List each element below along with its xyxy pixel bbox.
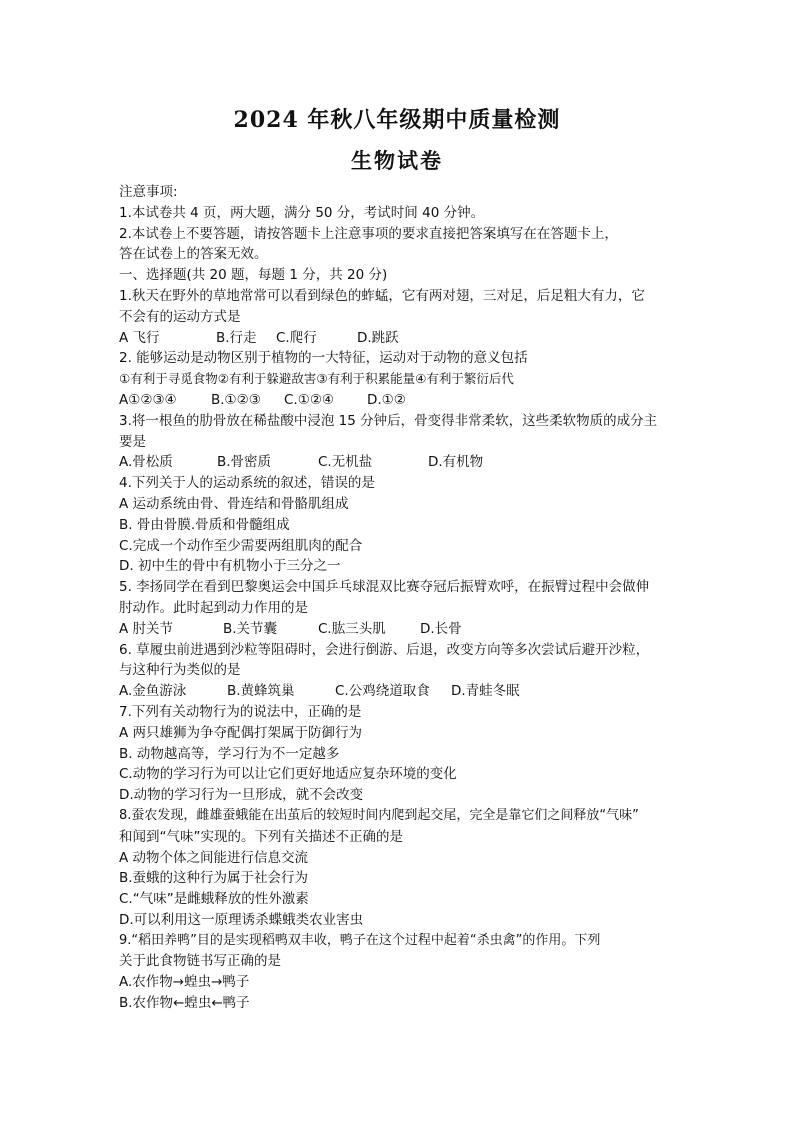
option-b: B.行走 — [216, 329, 257, 346]
question-options — [119, 619, 679, 640]
option-d: D.跳跃 — [357, 329, 399, 346]
option-c: C.公鸡绕道取食 — [335, 683, 430, 700]
option-d: D.可以利用这一原理诱杀蝶蛾类农业害虫 — [119, 911, 364, 928]
option-a: A 两只雄狮为争夺配偶打架属于防御行为 — [119, 724, 363, 741]
question-stem: 8.蚕农发现，雌雄蚕蛾能在出茧后的较短时间内爬到起交尾，完全是靠它们之间释放“气味” — [119, 807, 639, 823]
question-stem: 关于此食物链书写正确的是 — [119, 953, 281, 970]
question-stem: ①有利于寻觅食物②有利于躲避敌害③有利于积累能量④有利于繁衍后代 — [119, 371, 514, 387]
option-b: B. 动物越高等，学习行为不一定越多 — [119, 745, 340, 762]
question-stem: 3.将一根鱼的肋骨放在稀盐酸中浸泡 15 分钟后，骨变得非常柔软，这些柔软物质的成分主 — [119, 412, 658, 429]
notice-item: 1.本试卷共 4 页，两大题，满分 50 分，考试时间 40 分钟。 — [119, 204, 485, 221]
question-options — [119, 452, 679, 473]
question-options — [119, 681, 679, 702]
option-a: A 动物个体之间能进行信息交流 — [119, 849, 309, 866]
question-stem: 要是 — [119, 433, 146, 450]
option-c: C.完成一个动作至少需要两组肌肉的配合 — [119, 537, 363, 554]
option-a: A.农作物→蝗虫→鸭子 — [119, 974, 250, 991]
question-options — [119, 328, 679, 349]
question-stem: 4.下列关于人的运动系统的叙述，错误的是 — [119, 475, 375, 492]
option-a: A①②③④ — [119, 391, 177, 408]
option-b: B.骨密质 — [217, 454, 272, 471]
question-stem: 5. 李扬同学在看到巴黎奥运会中国乒乓球混双比赛夺冠后振臂欢呼，在振臂过程中会做伸 — [119, 579, 650, 596]
question-stem: 1.秋天在野外的草地常常可以看到绿色的蚱蜢，它有两对翅，三对足，后足粗大有力，它 — [119, 287, 645, 304]
option-b: B.黄蜂筑巢 — [227, 683, 295, 700]
option-c: C.动物的学习行为可以让它们更好地适应复杂环境的变化 — [119, 766, 457, 783]
option-c: C.爬行 — [276, 329, 317, 346]
option-b: B.①②③ — [211, 391, 261, 408]
option-d: D.青蛙冬眠 — [451, 683, 520, 700]
option-a: A 飞行 — [119, 329, 160, 346]
option-a: A.金鱼游泳 — [119, 683, 187, 700]
option-b: B.蚕蛾的这种行为属于社会行为 — [119, 870, 309, 887]
option-c: C.“气味”是雌蛾释放的性外激素 — [119, 891, 309, 908]
option-a: A 运动系统由骨、骨连结和骨骼肌组成 — [119, 495, 349, 512]
question-stem: 与这种行为类似的是 — [119, 662, 241, 679]
option-d: D. 初中生的骨中有机物小于三分之一 — [119, 558, 341, 575]
option-a: A 肘关节 — [119, 620, 174, 637]
question-stem: 不会有的运动方式是 — [119, 308, 241, 325]
option-b: B.关节囊 — [223, 620, 278, 637]
exam-content — [119, 182, 679, 1014]
option-c: C.肱三头肌 — [318, 620, 386, 637]
question-stem: 7.下列有关动物行为的说法中，正确的是 — [119, 703, 362, 720]
option-a: A.骨松质 — [119, 454, 173, 471]
option-d: D.长骨 — [420, 620, 462, 637]
notice-item: 答在试卷上的答案无效。 — [119, 246, 268, 263]
option-c: C.无机盐 — [318, 454, 373, 471]
option-b: B. 骨由骨膜.骨质和骨髓组成 — [119, 516, 290, 533]
page-title: 2024 年秋八年级期中质量检测 — [233, 107, 561, 133]
notice-item: 2.本试卷上不要答题，请按答题卡上注意事项的要求直接把答案填写在在答题卡上， — [119, 225, 618, 242]
option-c: C.①②④ — [284, 391, 335, 408]
option-d: D.有机物 — [428, 454, 484, 471]
question-stem: 肘动作。此时起到动力作用的是 — [119, 599, 308, 616]
section-heading: 一、选择题(共 20 题，每题 1 分，共 20 分) — [119, 267, 388, 284]
option-b: B.农作物←蝗虫←鸭子 — [119, 995, 250, 1012]
question-stem: 和闻到“气味”实现的。下列有关描述不正确的是 — [119, 828, 403, 845]
option-d: D.动物的学习行为一旦形成，就不会改变 — [119, 787, 364, 804]
question-stem: 2. 能够运动是动物区别于植物的一大特征，运动对于动物的意义包括 — [119, 350, 528, 367]
notice-heading: 注意事项: — [119, 184, 178, 200]
option-d: D.①② — [367, 391, 406, 408]
page-subtitle: 生物试卷 — [351, 148, 443, 173]
question-stem: 9.“稻田养鸭”目的是实现稻鸭双丰收，鸭子在这个过程中起着“杀虫禽”的作用。下列 — [119, 932, 601, 948]
question-options — [119, 390, 679, 411]
question-stem: 6. 草履虫前进遇到沙粒等阻碍时，会进行倒游、后退，改变方向等多次尝试后避开沙粒， — [119, 641, 650, 658]
